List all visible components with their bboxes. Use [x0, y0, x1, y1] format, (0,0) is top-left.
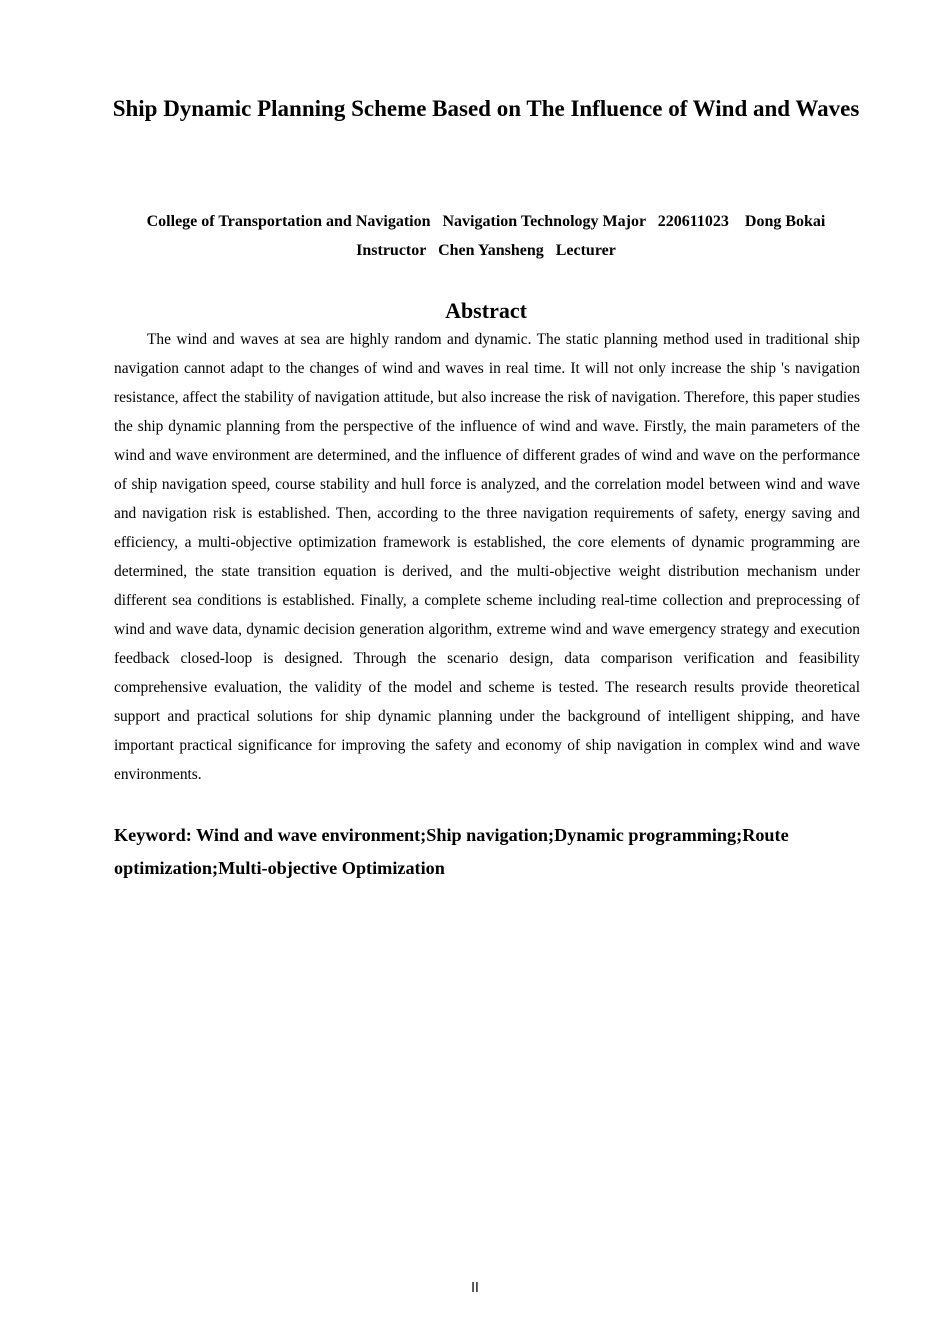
author-info — [100, 207, 872, 265]
author-affiliation-line: College of Transportation and Navigation Navigation Technology Major 220611023 Dong Bokai — [146, 213, 826, 230]
abstract-heading: Abstract — [445, 298, 527, 323]
paper-title: Ship Dynamic Planning Scheme Based on The Influence of Wind and Waves — [112, 96, 860, 121]
abstract-body: The wind and waves at sea are highly random and dynamic. The static planning method used in traditional ship navigation cannot adapt to the changes of wind and waves in real time. It will not only increase the ship 's navigation resistance, affect the stability of navigation attitude, but also increase the risk of navigation. Therefore, this paper studies the ship dynamic planning from the perspective of the influence of wind and wave. Firstly, the main parameters of the wind and wave environment are determined, and the influence of different grades of wind and wave on the performance of ship navigation speed, course stability and hull force is analyzed, and the correlation model between wind and wave and navigation risk is established. Then, according to the three navigation requirements of safety, energy saving and efficiency, a multi-objective optimization framework is established, the core elements of dynamic programming are determined, the state transition equation is derived, and the multi-objective weight distribution mechanism under different sea conditions is established. Finally, a complete scheme including real-time collection and preprocessing of wind and wave data, dynamic decision generation algorithm, extreme wind and wave emergency strategy and execution feedback closed-loop is designed. Through the scenario design, data comparison verification and feasibility comprehensive evaluation, the validity of the model and scheme is tested. The research results provide theoretical support and practical solutions for ship dynamic planning under the background of intelligent shipping, and have important practical significance for improving the safety and economy of ship navigation in complex wind and wave environments. — [114, 331, 860, 783]
keywords: Keyword: Wind and wave environment;Ship navigation;Dynamic programming;Route optimization;Multi-objective Optimization — [114, 825, 789, 878]
page-number: II — [471, 1281, 479, 1296]
instructor-line: Instructor Chen Yansheng Lecturer — [356, 242, 616, 259]
